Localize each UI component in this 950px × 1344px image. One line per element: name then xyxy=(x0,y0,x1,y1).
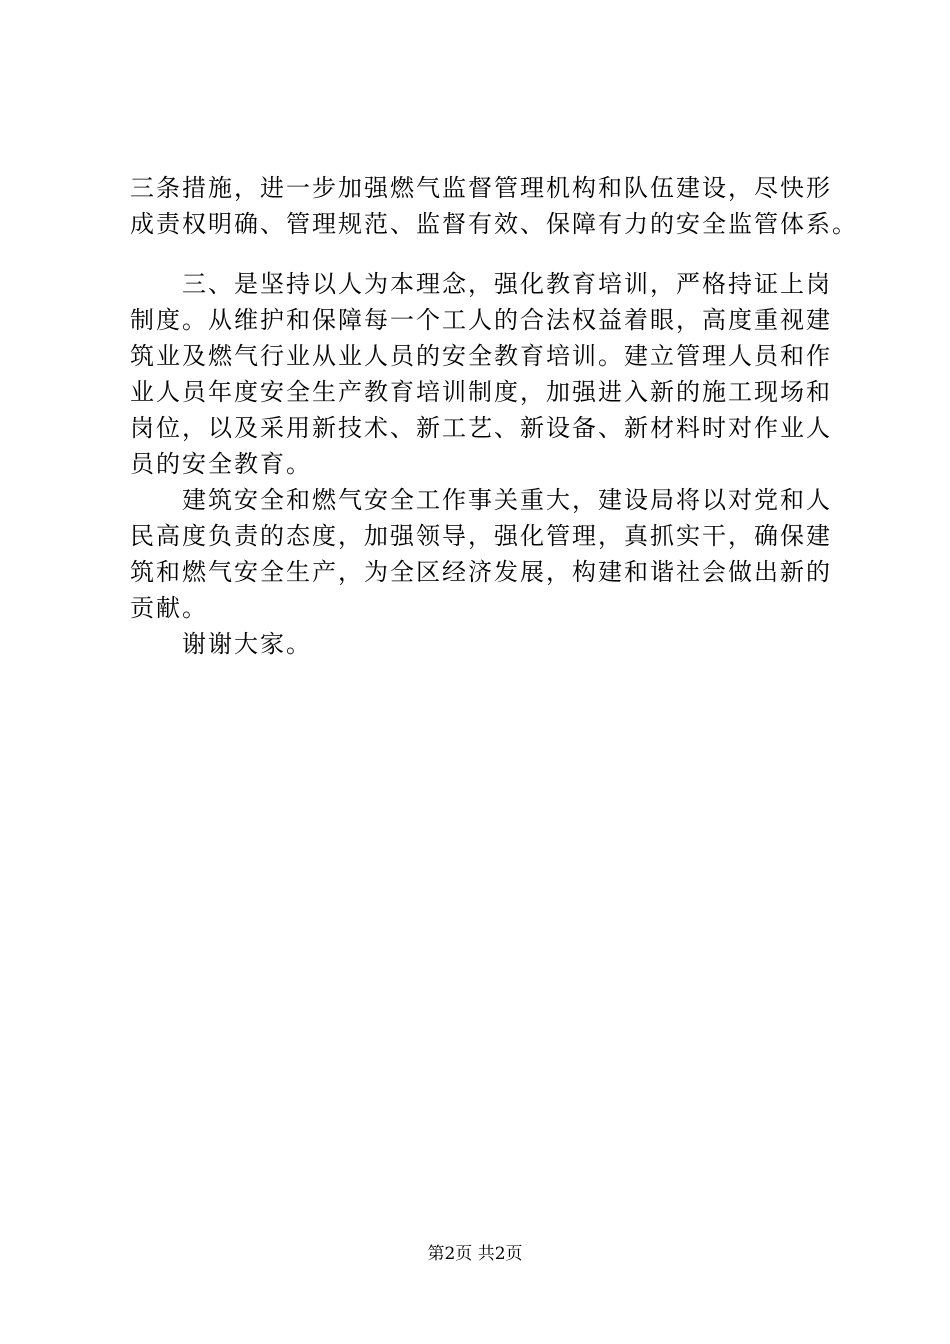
paragraph-gap xyxy=(130,242,830,266)
text-line: 三、是坚持以人为本理念，强化教育培训，严格持证上岗 xyxy=(130,270,832,298)
text-line: 业人员年度安全生产教育培训制度，加强进入新的施工现场和 xyxy=(130,378,832,406)
text-line: 筑和燃气安全生产，为全区经济发展，构建和谐社会做出新的 xyxy=(130,558,832,586)
text-line: 建筑安全和燃气安全工作事关重大，建设局将以对党和人 xyxy=(130,486,832,514)
text-line: 成责权明确、管理规范、监督有效、保障有力的安全监管体系。 xyxy=(130,210,858,238)
page-footer xyxy=(0,1242,950,1266)
text-line: 员的安全教育。 xyxy=(130,450,312,478)
page-number-label: 第2页 共2页 xyxy=(427,1244,523,1264)
text-line: 贡献。 xyxy=(130,594,208,622)
text-line: 筑业及燃气行业从业人员的安全教育培训。建立管理人员和作 xyxy=(130,342,832,370)
text-line: 民高度负责的态度，加强领导，强化管理，真抓实干，确保建 xyxy=(130,522,832,550)
text-line: 三条措施，进一步加强燃气监督管理机构和队伍建设，尽快形 xyxy=(130,174,832,202)
text-line: 岗位，以及采用新技术、新工艺、新设备、新材料时对作业人 xyxy=(130,414,832,442)
text-line: 制度。从维护和保障每一个工人的合法权益着眼，高度重视建 xyxy=(130,306,832,334)
document-body xyxy=(130,170,858,662)
text-line: 谢谢大家。 xyxy=(130,630,312,658)
